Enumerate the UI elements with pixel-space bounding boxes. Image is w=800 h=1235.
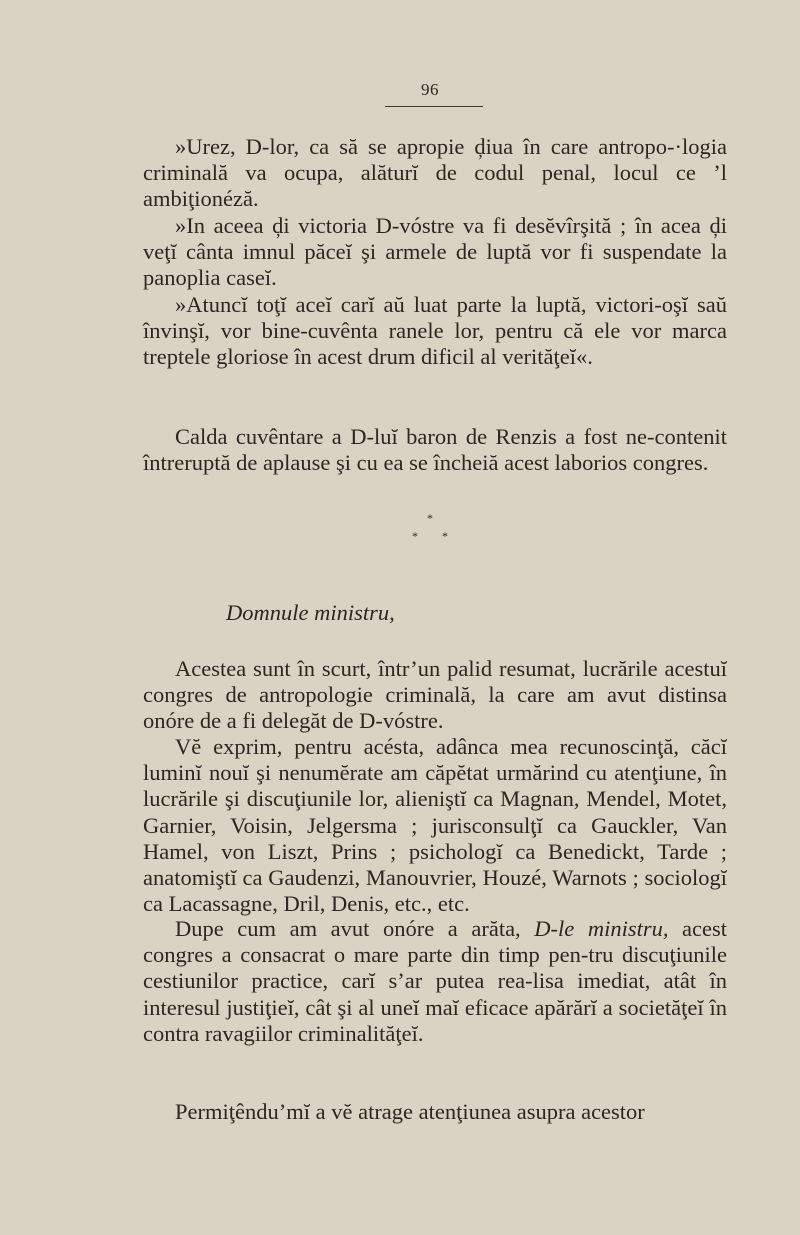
letter-paragraph-3-start: Dupe cum am avut onóre a arăta, [175,916,535,941]
closing-paragraph: Calda cuvêntare a D-luĭ baron de Renzis a fost ne-contenit întreruptă de aplause şi cu ea se încheiă acest laborios congres. [143,424,727,476]
asterism-star-top: * [427,511,433,525]
section-asterism [410,510,460,550]
asterism-star-left: * [412,529,418,543]
salutation: Domnule ministru, [226,600,395,625]
asterism-star-right: * [442,529,448,543]
quote-paragraph-1: »Urez, D-lor, ca să se apropie ḑiua în care antropo-·logia criminală va ocupa, alăturĭ de codul penal, locul ce ’l ambiţionéză. [143,134,727,212]
header-rule [385,106,483,107]
letter-paragraph-3-address: D-le ministru, [534,916,669,941]
letter-paragraph-3-rest: acest congres a consacrat o mare parte din timp pen-tru discuţiunile cestiunilor practice, carĭ s’ar putea rea-lisa imediat, atât în interesul justiţieĭ, cât şi al uneĭ maĭ eficace apărărĭ a societăţeĭ în contra ravagiilor criminalităţeĭ. [143,916,728,1046]
letter-paragraph-2: Vĕ exprim, pentru acésta, adânca mea recunoscinţă, căcĭ luminĭ nouĭ şi nenumĕrate am căpĕtat urmărind cu atenţiune, în lucrările şi discuţiunile lor, alieniştĭ ca Magnan, Mendel, Motet, Garnier, Voisin, Jelgersma ; jurisconsulţĭ ca Gauckler, Van Hamel, von Liszt, Prins ; psichologĭ ca Benedickt, Tarde ; anatomiştĭ ca Gaudenzi, Manouvrier, Houzé, Warnots ; sociologĭ ca Lacassagne, Dril, Denis, etc., etc. [143,734,727,917]
page-number: 96 [421,80,439,99]
letter-paragraph-1: Acestea sunt în scurt, într’un palid resumat, lucrările acestuĭ congres de antropologie criminală, la care am avut distinsa onóre de a fi delegăt de D-vóstre. [143,656,727,734]
letter-paragraph-3 [143,916,727,1047]
quote-paragraph-2: »In aceea ḑi victoria D-vóstre va fi desĕvîrşită ; în acea ḑi veţĭ cânta imnul păceĭ şi armele de luptă vor fi suspendate la panoplia caseĭ. [143,213,727,291]
quote-paragraph-3: »Atuncĭ toţĭ aceĭ carĭ aŭ luat parte la luptă, victori-oşĭ saŭ învinşĭ, vor bine-cuvênta ranele lor, pentru că ele vor marca treptele gloriose în acest drum dificil al verităţeĭ«. [143,292,727,370]
letter-paragraph-4: Permiţêndu’mĭ a vĕ atrage atenţiunea asupra acestor [175,1099,645,1124]
